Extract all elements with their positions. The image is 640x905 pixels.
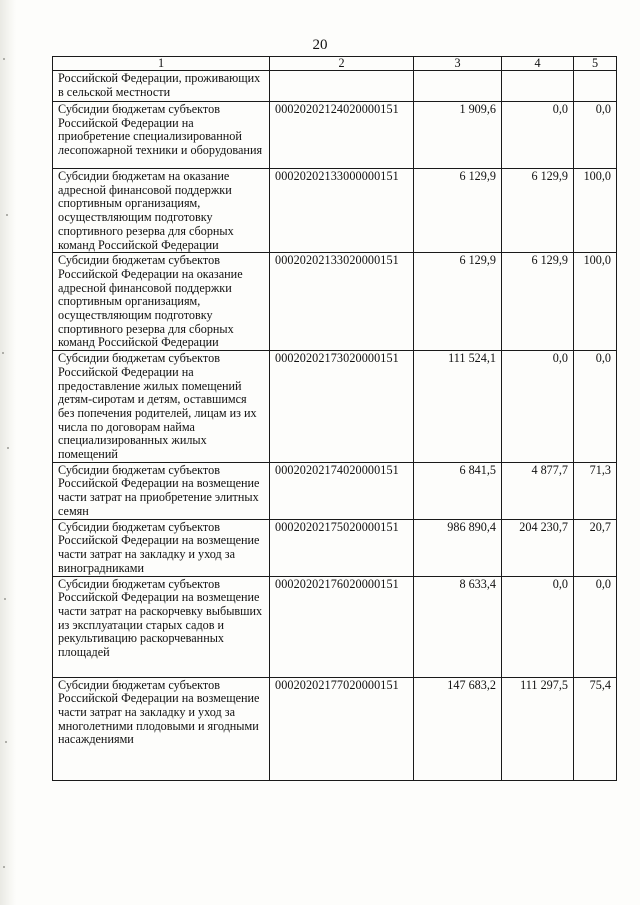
subsidy-name-cell: Субсидии бюджетам на оказание адресной финансовой поддержки спортивным организациям, осуществляющим подготовку спортивного резерва для сборных команд Российской Федерации <box>53 169 270 253</box>
subsidy-name-cell: Российской Федерации, проживающих в сельской местности <box>53 71 270 102</box>
col5-value-cell: 20,7 <box>574 519 617 576</box>
table-row <box>53 462 617 519</box>
col5-value-cell: 0,0 <box>574 102 617 169</box>
column-header: 3 <box>414 57 502 71</box>
subsidy-name-cell: Субсидии бюджетам субъектов Российской Федерации на возмещение части затрат на закладку и уход за виноградниками <box>53 519 270 576</box>
col3-value-cell: 1 909,6 <box>414 102 502 169</box>
scan-edge <box>0 0 16 905</box>
col3-value-cell <box>414 71 502 102</box>
col5-value-cell: 0,0 <box>574 351 617 463</box>
budget-code-cell: 00020202177020000151 <box>270 677 414 780</box>
table-row <box>53 253 617 351</box>
budget-code-cell: 00020202133000000151 <box>270 169 414 253</box>
table-row <box>53 71 617 102</box>
column-header: 1 <box>53 57 270 71</box>
subsidies-table <box>52 56 617 781</box>
table-row <box>53 102 617 169</box>
col4-value-cell: 6 129,9 <box>502 253 574 351</box>
table-row <box>53 169 617 253</box>
budget-code-cell: 00020202175020000151 <box>270 519 414 576</box>
subsidy-name-cell: Субсидии бюджетам субъектов Российской Федерации на возмещение части затрат на приобретение элитных семян <box>53 462 270 519</box>
budget-code-cell: 00020202124020000151 <box>270 102 414 169</box>
col3-value-cell: 111 524,1 <box>414 351 502 463</box>
table-row <box>53 519 617 576</box>
budget-code-cell: 00020202173020000151 <box>270 351 414 463</box>
table-row <box>53 351 617 463</box>
col5-value-cell: 0,0 <box>574 576 617 677</box>
col3-value-cell: 6 129,9 <box>414 253 502 351</box>
budget-code-cell <box>270 71 414 102</box>
column-header-row <box>53 57 617 71</box>
col4-value-cell: 111 297,5 <box>502 677 574 780</box>
subsidy-name-cell: Субсидии бюджетам субъектов Российской Федерации на предоставление жилых помещений детям-сиротам и детям, оставшимся без попечения родителей, лицам из их числа по договорам найма специализированных жилых помещений <box>53 351 270 463</box>
page-number: 20 <box>312 37 328 53</box>
column-header: 5 <box>574 57 617 71</box>
scan-speck <box>6 214 8 216</box>
scan-speck <box>7 447 9 449</box>
col4-value-cell: 0,0 <box>502 576 574 677</box>
col5-value-cell: 71,3 <box>574 462 617 519</box>
scan-speck <box>5 741 7 743</box>
col3-value-cell: 6 129,9 <box>414 169 502 253</box>
subsidy-name-cell: Субсидии бюджетам субъектов Российской Федерации на приобретение специализированной лесопожарной техники и оборудования <box>53 102 270 169</box>
col3-value-cell: 147 683,2 <box>414 677 502 780</box>
table-row <box>53 677 617 780</box>
table-row <box>53 576 617 677</box>
scan-speck <box>3 866 5 868</box>
col4-value-cell <box>502 71 574 102</box>
subsidy-name-cell: Субсидии бюджетам субъектов Российской Федерации на возмещение части затрат на раскорчевку выбывших из эксплуатации старых садов и рекультивацию раскорчеванных площадей <box>53 576 270 677</box>
col3-value-cell: 986 890,4 <box>414 519 502 576</box>
col4-value-cell: 0,0 <box>502 102 574 169</box>
budget-code-cell: 00020202133020000151 <box>270 253 414 351</box>
col3-value-cell: 6 841,5 <box>414 462 502 519</box>
scan-speck <box>2 352 4 354</box>
column-header: 4 <box>502 57 574 71</box>
col5-value-cell: 100,0 <box>574 253 617 351</box>
col5-value-cell <box>574 71 617 102</box>
scan-speck <box>3 58 5 60</box>
col3-value-cell: 8 633,4 <box>414 576 502 677</box>
scan-speck <box>4 598 6 600</box>
budget-code-cell: 00020202176020000151 <box>270 576 414 677</box>
col4-value-cell: 4 877,7 <box>502 462 574 519</box>
column-header: 2 <box>270 57 414 71</box>
col5-value-cell: 75,4 <box>574 677 617 780</box>
col4-value-cell: 0,0 <box>502 351 574 463</box>
col5-value-cell: 100,0 <box>574 169 617 253</box>
budget-code-cell: 00020202174020000151 <box>270 462 414 519</box>
subsidy-name-cell: Субсидии бюджетам субъектов Российской Федерации на возмещение части затрат на закладку и уход за многолетними плодовыми и ягодными насаждениями <box>53 677 270 780</box>
col4-value-cell: 6 129,9 <box>502 169 574 253</box>
col4-value-cell: 204 230,7 <box>502 519 574 576</box>
subsidy-name-cell: Субсидии бюджетам субъектов Российской Федерации на оказание адресной финансовой поддержки спортивным организациям, осуществляющим подготовку спортивного резерва для сборных команд Российской Федерации <box>53 253 270 351</box>
